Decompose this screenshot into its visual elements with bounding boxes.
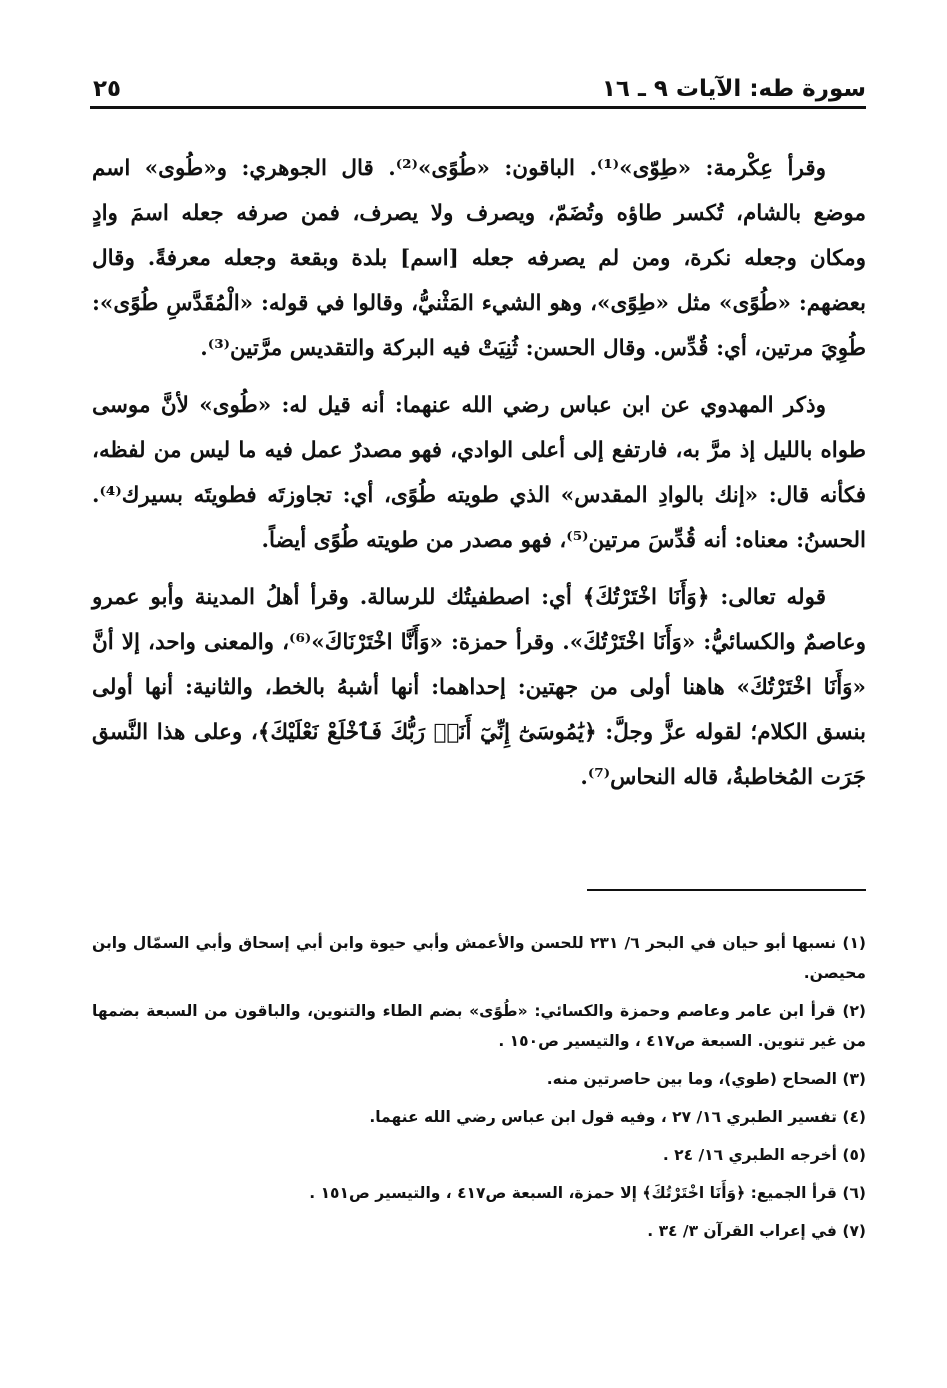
footnote-4: (٤) تفسير الطبري ١٦/ ٢٧ ، وفيه قول ابن عباس رضي الله عنهما. bbox=[369, 1108, 866, 1126]
paragraph-1: وقرأ عِكْرمة: «طِوّى»⁽¹⁾. الباقون: «طُوًى»⁽²⁾. قال الجوهري: و«طُوى» اسم موضع بالشام، تُكسر طاؤه وتُضَمّ، ويصرف ولا يصرف، فمن صرفه جعله اسمَ وادٍ ومكان وجعله نكرة، ومن لم يصرفه جعله [اسم] بلدة وبقعة وجعله معرفةً. وقال بعضهم: «طُوًى» مثل «طِوًى»، وهو الشيء المَثْنيُّ، وقالوا في قوله: «الْمُقَدَّسِ طُوًى»: طُوِيَ مرتين، أي: قُدِّس. وقال الحسن: ثُنِيَتْ فيه البركة والتقديس مرَّتين⁽³⁾. bbox=[92, 156, 866, 361]
header-rule bbox=[90, 106, 866, 109]
footnote-2: (٢) قرأ ابن عامر وعاصم وحمزة والكسائي: «طُوًى» بضم الطاء والتنوين، والباقون من السبعة بضمها من غير تنوين. السبعة ص٤١٧ ، والتيسير ص١٥٠ . bbox=[92, 1002, 866, 1050]
footnote-7: (٧) في إعراب القرآن ٣/ ٣٤ . bbox=[647, 1222, 866, 1240]
footnote-1: (١) نسبها أبو حيان في البحر ٦/ ٢٣١ للحسن والأعمش وأبي حيوة وابن أبي إسحاق وأبي السمّال وابن محيصن. bbox=[92, 934, 867, 982]
paragraph-3: قوله تعالى: ﴿وَأَنَا اخْتَرْتُكَ﴾ أي: اصطفيتُك للرسالة. وقرأ أهلُ المدينة وأبو عمرو وعاصمٌ والكسائيُّ: «وَأَنَا اخْتَرْتُكَ». وقرأ حمزة: «وَأَنَّا اخْتَرْنَاكَ»⁽⁶⁾، والمعنى واحد، إلا أنَّ «وَأَنَا اخْتَرْتُكَ» هاهنا أولى من جهتين: إحداهما: أنها أشبهُ بالخط، والثانية: أنها أولى بنسق الكلام؛ لقوله عزَّ وجلَّ: ﴿يَٰمُوسَىٰٓ إِنِّيٓ أَنَا۠ رَبُّكَ فَٱخْلَعْ نَعْلَيْكَ﴾، وعلى هذا النَّسق جَرَت المُخاطبةُ، قاله النحاس⁽⁷⁾. bbox=[92, 585, 866, 790]
main-text bbox=[92, 146, 866, 812]
footnote-3: (٣) الصحاح (طوي)، وما بين حاصرتين منه. bbox=[546, 1070, 866, 1088]
running-head bbox=[93, 62, 866, 102]
footnotes bbox=[92, 928, 866, 1254]
page-number: ٢٥ bbox=[93, 76, 122, 102]
paragraph-2: وذكر المهدوي عن ابن عباس رضي الله عنهما: أنه قيل له: «طُوى» لأنَّ موسى طواه بالليل إذ مرَّ به، فارتفع إلى أعلى الوادي، فهو مصدرٌ عمل فيه ما ليس من لفظه، فكأنه قال: «إنك بالوادِ المقدس» الذي طويته طُوًى، أي: تجاوزتَه فطويتَه بسيرك⁽⁴⁾. الحسنُ: معناه: أنه قُدِّسَ مرتين⁽⁵⁾، فهو مصدر من طويته طُوًى أيضاً. bbox=[92, 393, 866, 553]
footnote-6: (٦) قرأ الجميع: ﴿وَأَنَا اخْتَرْتُكَ﴾ إلا حمزة، السبعة ص٤١٧ ، والتيسير ص١٥١ . bbox=[309, 1184, 866, 1202]
chapter-title: سورة طه: الآيات ٩ ـ ١٦ bbox=[601, 76, 866, 102]
footnote-5: (٥) أخرجه الطبري ١٦/ ٢٤ . bbox=[662, 1146, 866, 1164]
footnote-separator bbox=[587, 889, 866, 891]
